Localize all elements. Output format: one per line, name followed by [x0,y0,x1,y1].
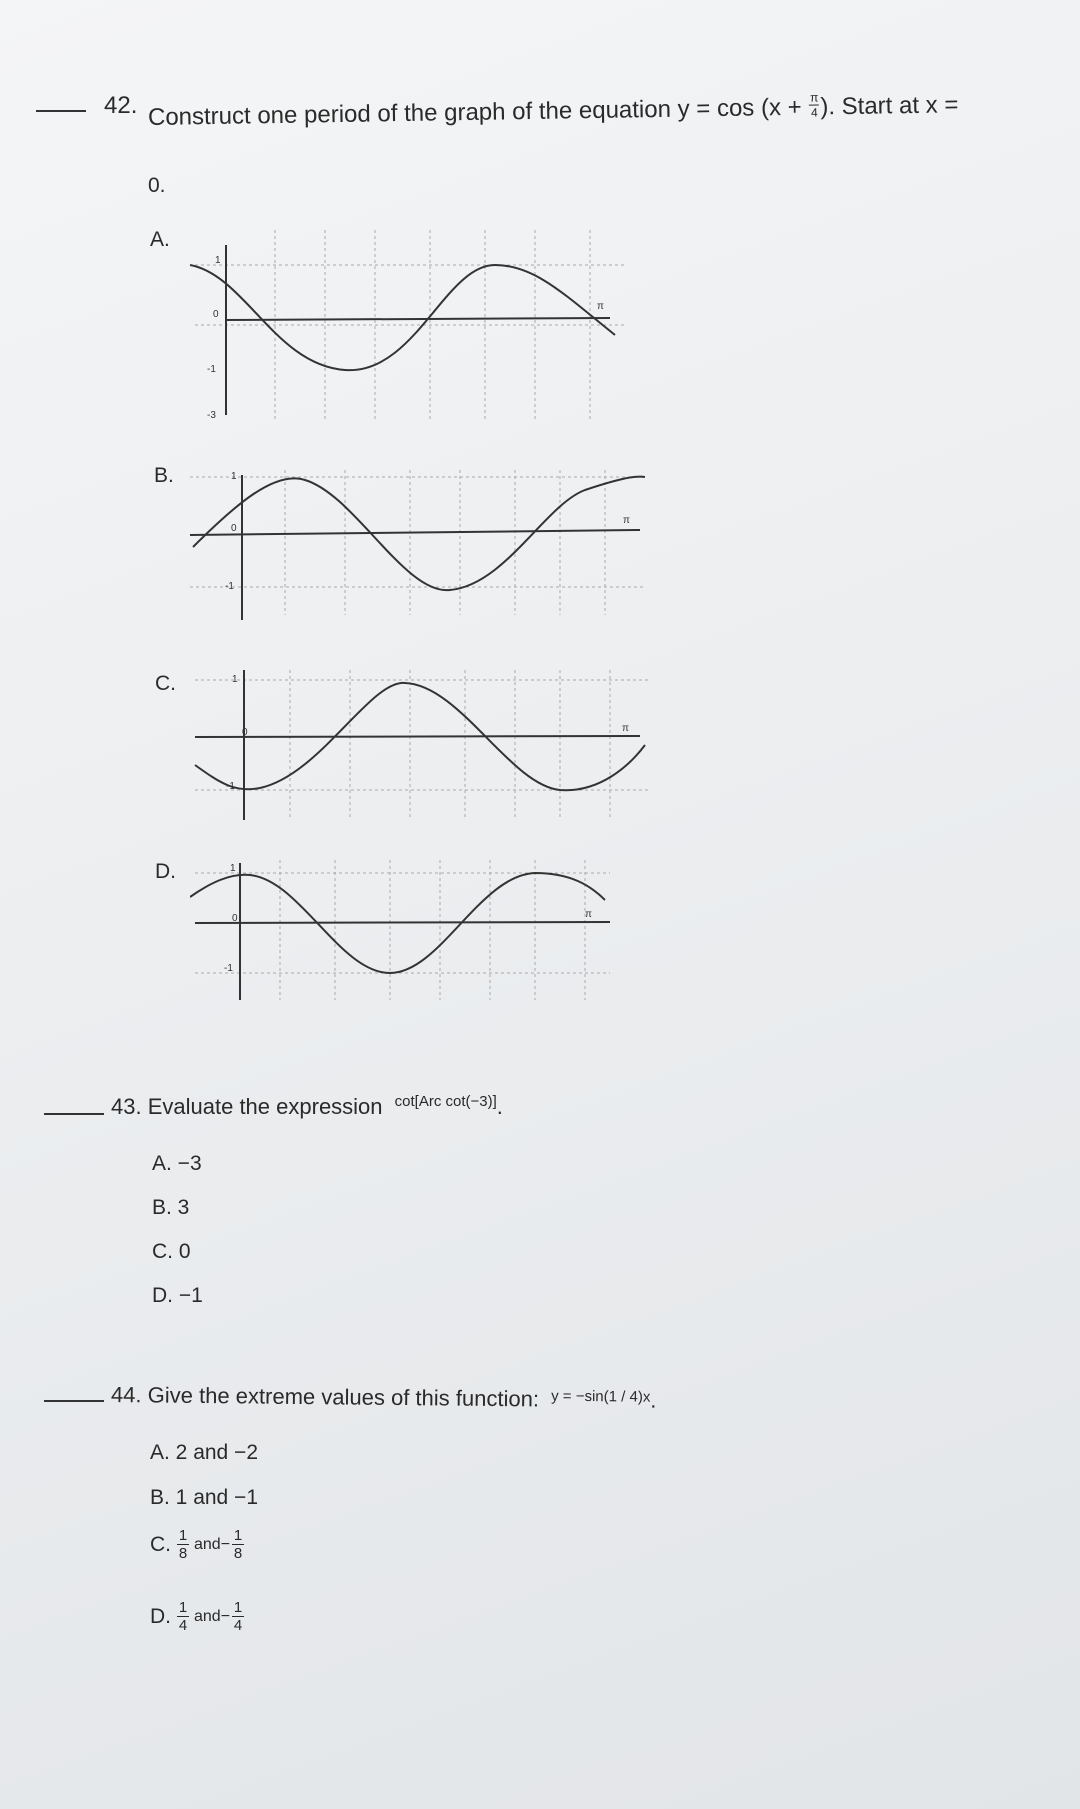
option-43a[interactable]: A. −3 [152,1152,202,1175]
graph-c-tick-top: 1 [232,674,238,685]
option-label-42d[interactable]: D. [155,860,176,883]
graph-c-grid [195,670,650,820]
graph-c-pi-label: π [622,723,629,734]
expression-43: cot[Arc cot(−3)] [394,1093,497,1110]
graph-d-grid [195,860,610,1000]
graph-b-tick-neg: -1 [225,581,234,592]
question-44 [111,1382,657,1414]
frac-denominator: 8 [233,1545,243,1562]
graph-a-grid [195,230,625,420]
graph-b-pi-label: π [623,515,630,526]
answer-blank-44[interactable] [44,1400,104,1402]
option-43b[interactable]: B. 3 [152,1196,190,1219]
graph-d-tick-zero: 0 [232,913,238,924]
option-44d[interactable] [150,1600,246,1633]
graph-a-tick-neg: -1 [207,364,216,375]
graph-b-tick-zero: 0 [231,523,237,534]
frac-numerator: 1 [233,1527,243,1544]
pi-over-4-fraction [809,92,819,119]
option-44d-minus: − [220,1607,231,1625]
question-44-period: . [650,1387,657,1413]
option-43d[interactable]: D. −1 [152,1284,203,1307]
question-number-42: 42. [104,92,138,119]
question-43-period: . [496,1094,503,1119]
graph-d-tick-top: 1 [230,863,236,874]
expression-44: y = −sin(1 / 4)x [551,1387,651,1406]
graph-c-x-axis [195,736,640,737]
graph-a-tick-top: 1 [215,255,221,266]
question-text-42-part1: Construct one period of the graph of the equation y = cos (x + [147,93,802,131]
question-text-43: Evaluate the expression [147,1094,383,1119]
question-text-42-continuation: 0. [148,174,166,197]
question-text-44: Give the extreme values of this function: [147,1382,540,1412]
option-label-42a[interactable]: A. [150,228,170,251]
frac-denominator: 4 [810,105,818,120]
option-44c-and: and [194,1535,221,1553]
graph-b-tick-top: 1 [231,471,237,482]
frac-numerator: 1 [178,1599,188,1616]
option-44d-and: and [194,1607,221,1625]
option-44c-frac1 [177,1528,189,1561]
frac-numerator: π [809,90,819,105]
graph-option-b[interactable] [185,465,645,630]
option-44d-letter: D. [150,1604,171,1628]
graph-option-a[interactable] [185,225,625,425]
option-44c-frac2 [232,1528,244,1561]
question-text-42-part2: ). Start at x = [820,91,959,121]
question-43 [111,1094,503,1120]
graph-a-tick-low: -3 [207,410,216,421]
graph-c-tick-zero: 0 [242,727,248,738]
option-44d-frac2 [232,1600,244,1633]
question-number-44: 44. [110,1382,142,1408]
frac-numerator: 1 [233,1599,243,1616]
graph-d-x-axis [195,922,610,923]
option-44c-letter: C. [150,1532,171,1556]
graph-a-tick-zero: 0 [213,309,219,320]
graph-d-pi-label: π [585,909,592,920]
option-43c[interactable]: C. 0 [152,1240,191,1263]
graph-a-pi-label: π [597,301,604,312]
graph-b-x-axis [190,530,640,535]
graph-option-d[interactable] [190,855,620,1005]
option-label-42c[interactable]: C. [155,672,176,695]
option-44b[interactable]: B. 1 and −1 [150,1486,259,1509]
frac-denominator: 4 [178,1617,188,1634]
option-44a[interactable]: A. 2 and −2 [150,1441,259,1464]
option-44c[interactable] [150,1528,246,1561]
question-text-42 [148,91,959,132]
graph-a-x-axis [225,318,610,320]
frac-numerator: 1 [178,1527,188,1544]
answer-blank-42[interactable] [36,110,86,112]
graph-option-c[interactable] [190,665,650,825]
frac-denominator: 4 [233,1617,243,1634]
graph-c-tick-neg: -1 [226,781,235,792]
option-44c-minus: − [220,1535,231,1553]
answer-blank-43[interactable] [44,1113,104,1115]
option-label-42b[interactable]: B. [154,464,174,487]
option-44d-frac1 [177,1600,189,1633]
graph-d-tick-neg: -1 [224,963,233,974]
question-number-43: 43. [111,1094,142,1119]
frac-denominator: 8 [178,1545,188,1562]
